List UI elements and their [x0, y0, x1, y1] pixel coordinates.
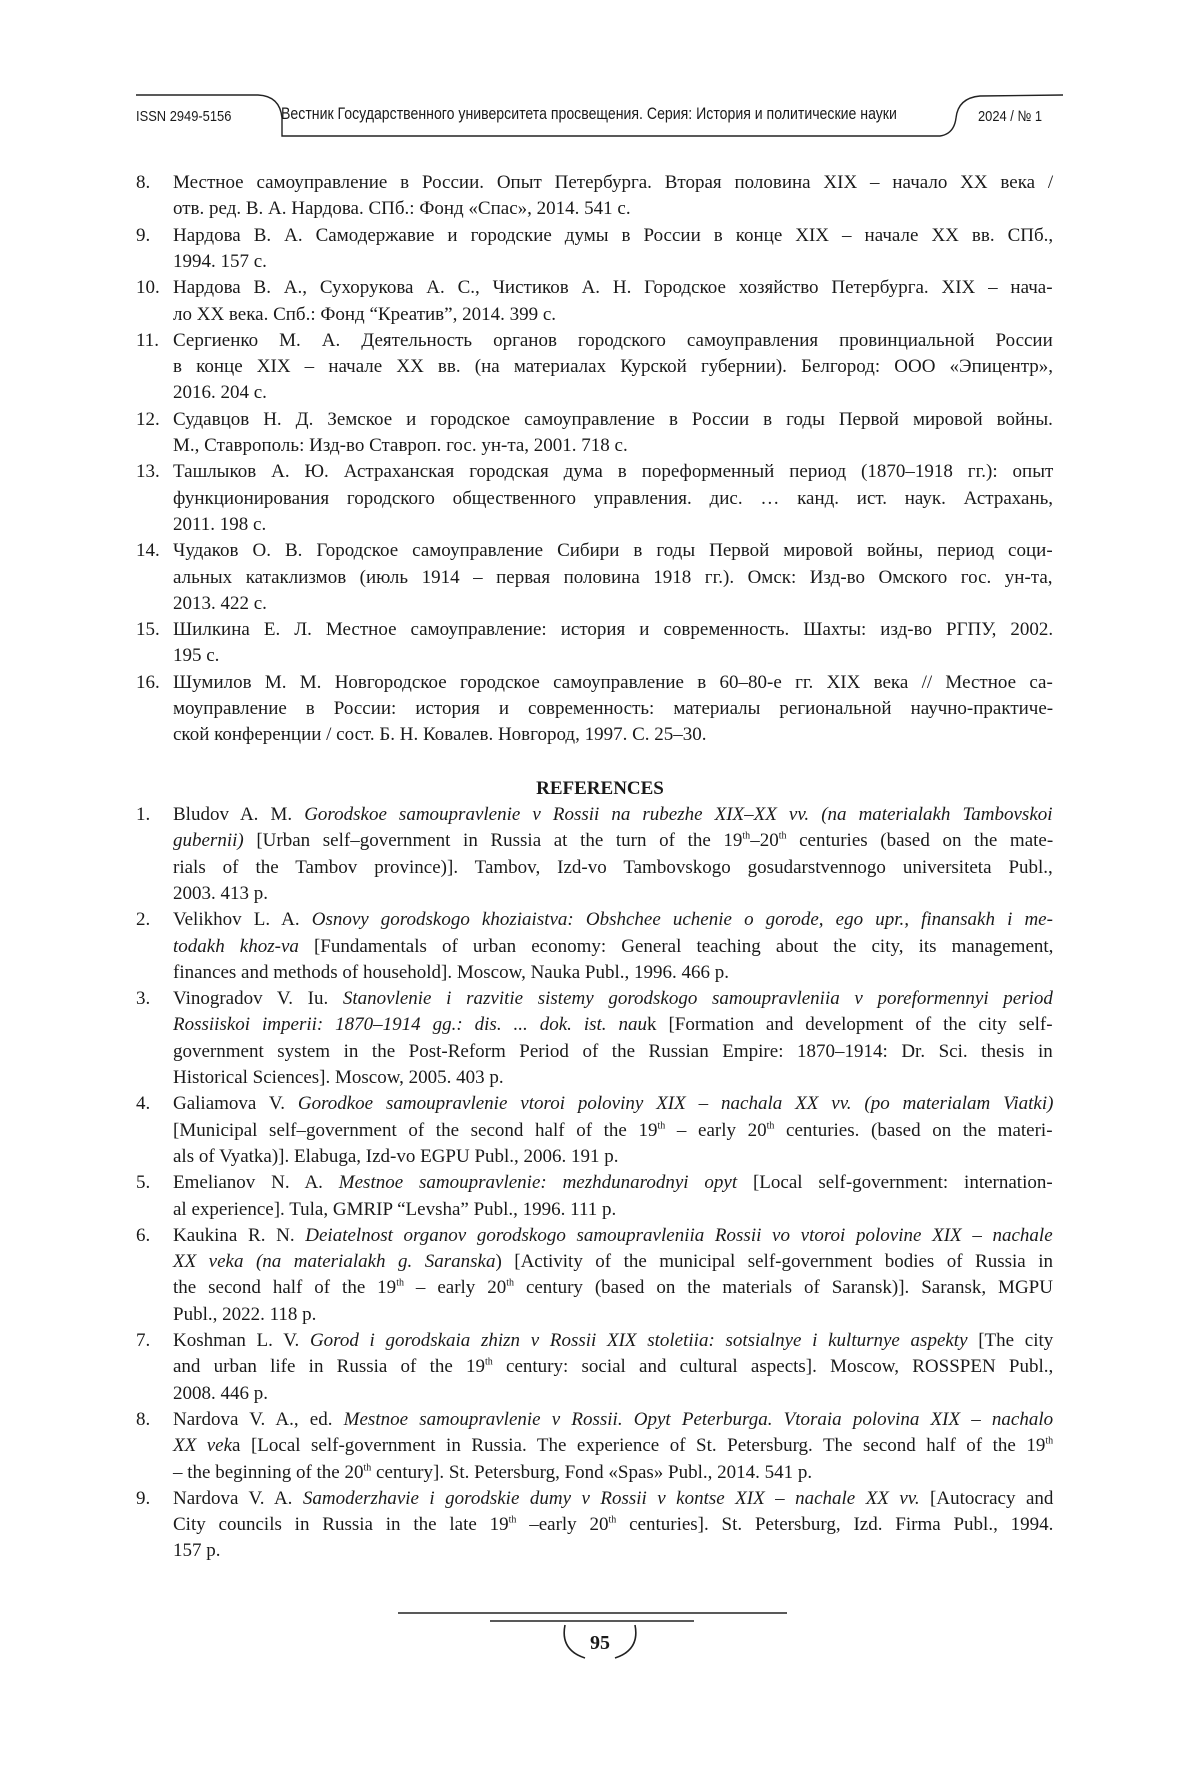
reference-line: 195 с.: [173, 643, 219, 669]
reference-line: Ташлыков А. Ю. Астраханская городская дума в пореформенный период (1870–1918 гг.): опыт: [173, 459, 1053, 485]
italic-title: Mestnoe samoupravlenie: mezhdunarodnyi opyt: [339, 1172, 737, 1193]
reference-number: 9.: [136, 1486, 150, 1512]
reference-number: 15.: [136, 617, 160, 643]
text-run: century]. St. Petersburg, Fond «Spas» Publ., 2014. 541 p.: [371, 1462, 812, 1483]
header-issn: ISSN 2949-5156: [136, 108, 231, 125]
text-run: – early 20: [665, 1120, 766, 1141]
italic-title: Rossiiskoi imperii: 1870–1914 gg.: dis. ... dok. ist. nau: [173, 1014, 647, 1035]
reference-line: Чудаков О. В. Городское самоуправление Сибири в годы Первой мировой войны, период соци-: [173, 538, 1053, 564]
reference-line: Судавцов Н. Д. Земское и городское самоуправление в России в годы Первой мировой войны.: [173, 407, 1053, 433]
reference-line: ской конференции / сост. Б. Н. Ковалев. Новгород, 1997. С. 25–30.: [173, 722, 707, 748]
text-run: Nardova V. A., ed.: [173, 1409, 344, 1430]
text-run: the second half of the 19: [173, 1277, 396, 1298]
italic-title: Stanovlenie i razvitie sistemy gorodskogo samoupravleniia v poreformennyi period: [343, 988, 1053, 1009]
header-journal-title: Вестник Государственного университета просвещения. Серия: История и политические науки: [281, 104, 897, 124]
footer-ornament: [0, 0, 1200, 1783]
reference-line: Нардова В. А., Сухорукова А. С., Чистиков А. Н. Городское хозяйство Петербурга. XIX – нача-: [173, 275, 1053, 301]
text-run: [Autocracy and: [920, 1488, 1054, 1509]
reference-line: в конце XIX – начале XX вв. (на материалах Курской губернии). Белгород: ООО «Эпицентр»,: [173, 354, 1053, 380]
reference-number: 5.: [136, 1170, 150, 1196]
italic-title: Mestnoe samoupravlenie v Rossii. Opyt Peterburga. Vtoraia polovina XIX – nachalo: [344, 1409, 1053, 1430]
text-run: [Local self-government: internation-: [737, 1172, 1053, 1193]
superscript: th: [364, 1462, 372, 1473]
text-run: a [Local self-government in Russia. The experience of St. Petersburg. The second half of the 19: [232, 1435, 1045, 1456]
reference-line: М., Ставрополь: Изд-во Ставроп. гос. ун-та, 2001. 718 с.: [173, 433, 628, 459]
text-run: –20: [750, 830, 779, 851]
superscript: th: [779, 831, 787, 842]
text-run: 2003. 413 p.: [173, 883, 268, 904]
italic-title: todakh khoz-va: [173, 936, 299, 957]
reference-line: 2013. 422 с.: [173, 591, 267, 617]
text-run: als of Vyatka)]. Elabuga, Izd-vo EGPU Publ., 2006. 191 p.: [173, 1146, 619, 1167]
reference-line: Нардова В. А. Самодержавие и городские думы в России в конце XIX – начале XX вв. СПб.,: [173, 223, 1053, 249]
text-run: Nardova V. A.: [173, 1488, 303, 1509]
text-run: centuries. (based on the materi-: [774, 1120, 1052, 1141]
text-run: Historical Sciences]. Moscow, 2005. 403 p.: [173, 1067, 504, 1088]
reference-number: 6.: [136, 1223, 150, 1249]
superscript: th: [396, 1278, 404, 1289]
superscript: th: [506, 1278, 514, 1289]
text-run: – early 20: [404, 1277, 506, 1298]
italic-title: Osnovy gorodskogo khoziaistva: Obshchee uchenie o gorode, ego upr., finansakh i me-: [312, 909, 1053, 930]
reference-number: 10.: [136, 275, 160, 301]
text-run: rials of the Tambov province)]. Tambov, Izd-vo Tambovskogo gosudarstvennogo universiteta Publ.,: [173, 857, 1053, 878]
reference-line: Сергиенко М. А. Деятельность органов городского самоуправления провинциальной России: [173, 328, 1053, 354]
reference-line: 2016. 204 с.: [173, 380, 267, 406]
text-run: –early 20: [516, 1514, 608, 1535]
text-run: k [Formation and development of the city self-: [647, 1014, 1053, 1035]
superscript: th: [1045, 1436, 1053, 1447]
text-run: Bludov A. M.: [173, 804, 304, 825]
reference-line: альных катаклизмов (июль 1914 – первая половина 1918 гг.). Омск: Изд-во Омского гос. ун-та,: [173, 565, 1053, 591]
reference-line: моуправление в России: история и современность: материалы региональной научно-практиче-: [173, 696, 1053, 722]
italic-title: Samoderzhavie i gorodskie dumy v Rossii v kontse XIX – nachale XX vv.: [303, 1488, 920, 1509]
reference-line: 1994. 157 с.: [173, 249, 267, 275]
reference-number: 14.: [136, 538, 160, 564]
italic-title: XX vek: [173, 1435, 232, 1456]
text-run: Velikhov L. A.: [173, 909, 312, 930]
reference-number: 16.: [136, 670, 160, 696]
reference-number: 4.: [136, 1091, 150, 1117]
text-run: Emelianov N. A.: [173, 1172, 339, 1193]
text-run: centuries]. St. Petersburg, Izd. Firma Publ., 1994.: [616, 1514, 1053, 1535]
reference-number: 8.: [136, 170, 150, 196]
reference-number: 9.: [136, 223, 150, 249]
reference-line: 2011. 198 с.: [173, 512, 266, 538]
text-run: 2008. 446 p.: [173, 1383, 268, 1404]
text-run: [Fundamentals of urban economy: General teaching about the city, its management,: [299, 936, 1054, 957]
italic-title: XX veka (na materialakh g. Saranska: [173, 1251, 495, 1272]
reference-number: 8.: [136, 1407, 150, 1433]
text-run: 157 p.: [173, 1540, 221, 1561]
text-run: [The city: [968, 1330, 1054, 1351]
text-run: finances and methods of household]. Moscow, Nauka Publ., 1996. 466 p.: [173, 962, 729, 983]
text-run: Publ., 2022. 118 p.: [173, 1304, 316, 1325]
italic-title: Deiatelnost organov gorodskogo samoupravleniia Rossii vo vtoroi polovine XIX – nachale: [305, 1225, 1052, 1246]
superscript: th: [609, 1515, 617, 1526]
text-run: century (based on the materials of Saransk)]. Saransk, MGPU: [514, 1277, 1053, 1298]
reference-line: отв. ред. В. А. Нардова. СПб.: Фонд «Спас», 2014. 541 с.: [173, 196, 631, 222]
reference-line: Шумилов М. М. Новгородское городское самоуправление в 60–80-е гг. XIX века // Местное са-: [173, 670, 1053, 696]
reference-number: 2.: [136, 907, 150, 933]
text-run: – the beginning of the 20: [173, 1462, 364, 1483]
text-run: City councils in Russia in the late 19: [173, 1514, 509, 1535]
page-number: 95: [0, 1632, 1200, 1655]
references-heading: REFERENCES: [0, 776, 1200, 802]
text-run: and urban life in Russia of the 19: [173, 1356, 485, 1377]
text-run: government system in the Post-Reform Period of the Russian Empire: 1870–1914: Dr. Sci. thesis in: [173, 1041, 1053, 1062]
italic-title: Gorod i gorodskaia zhizn v Rossii XIX stoletiia: sotsialnye i kulturnye aspekty: [310, 1330, 968, 1351]
superscript: th: [509, 1515, 517, 1526]
reference-line: функционирования городского общественного управления. дис. … канд. ист. наук. Астрахань,: [173, 486, 1053, 512]
reference-line: Шилкина Е. Л. Местное самоуправление: история и современность. Шахты: изд-во РГПУ, 2002.: [173, 617, 1053, 643]
text-run: centuries (based on the mate-: [786, 830, 1053, 851]
superscript: th: [485, 1357, 493, 1368]
reference-number: 7.: [136, 1328, 150, 1354]
reference-line: Местное самоуправление в России. Опыт Петербурга. Вторая половина XIX – начало XX века /: [173, 170, 1053, 196]
reference-number: 1.: [136, 802, 150, 828]
italic-title: gubernii): [173, 830, 244, 851]
italic-title: Gorodskoe samoupravlenie v Rossii na rubezhe XIX–XX vv. (na materialakh Tambovskoi: [304, 804, 1052, 825]
italic-title: Gorodkoe samoupravlenie vtoroi poloviny XIX – nachala XX vv. (po materialam Viatki): [298, 1093, 1054, 1114]
text-run: [Urban self–government in Russia at the turn of the 19: [244, 830, 743, 851]
superscript: th: [742, 831, 750, 842]
reference-line: ло XX века. Спб.: Фонд “Креатив”, 2014. 399 с.: [173, 302, 556, 328]
reference-number: 12.: [136, 407, 160, 433]
text-run: ) [Activity of the municipal self-government bodies of Russia in: [495, 1251, 1053, 1272]
text-run: Kaukina R. N.: [173, 1225, 305, 1246]
text-run: Galiamova V.: [173, 1093, 298, 1114]
text-run: Vinogradov V. Iu.: [173, 988, 343, 1009]
superscript: th: [767, 1120, 775, 1131]
text-run: century: social and cultural aspects]. Moscow, ROSSPEN Publ.,: [493, 1356, 1053, 1377]
reference-number: 3.: [136, 986, 150, 1012]
text-run: al experience]. Tula, GMRIP “Levsha” Publ., 1996. 111 p.: [173, 1199, 616, 1220]
text-run: [Municipal self–government of the second half of the 19: [173, 1120, 658, 1141]
text-run: Koshman L. V.: [173, 1330, 310, 1351]
header-issue: 2024 / № 1: [978, 108, 1042, 125]
superscript: th: [658, 1120, 666, 1131]
reference-number: 11.: [136, 328, 159, 354]
reference-number: 13.: [136, 459, 160, 485]
